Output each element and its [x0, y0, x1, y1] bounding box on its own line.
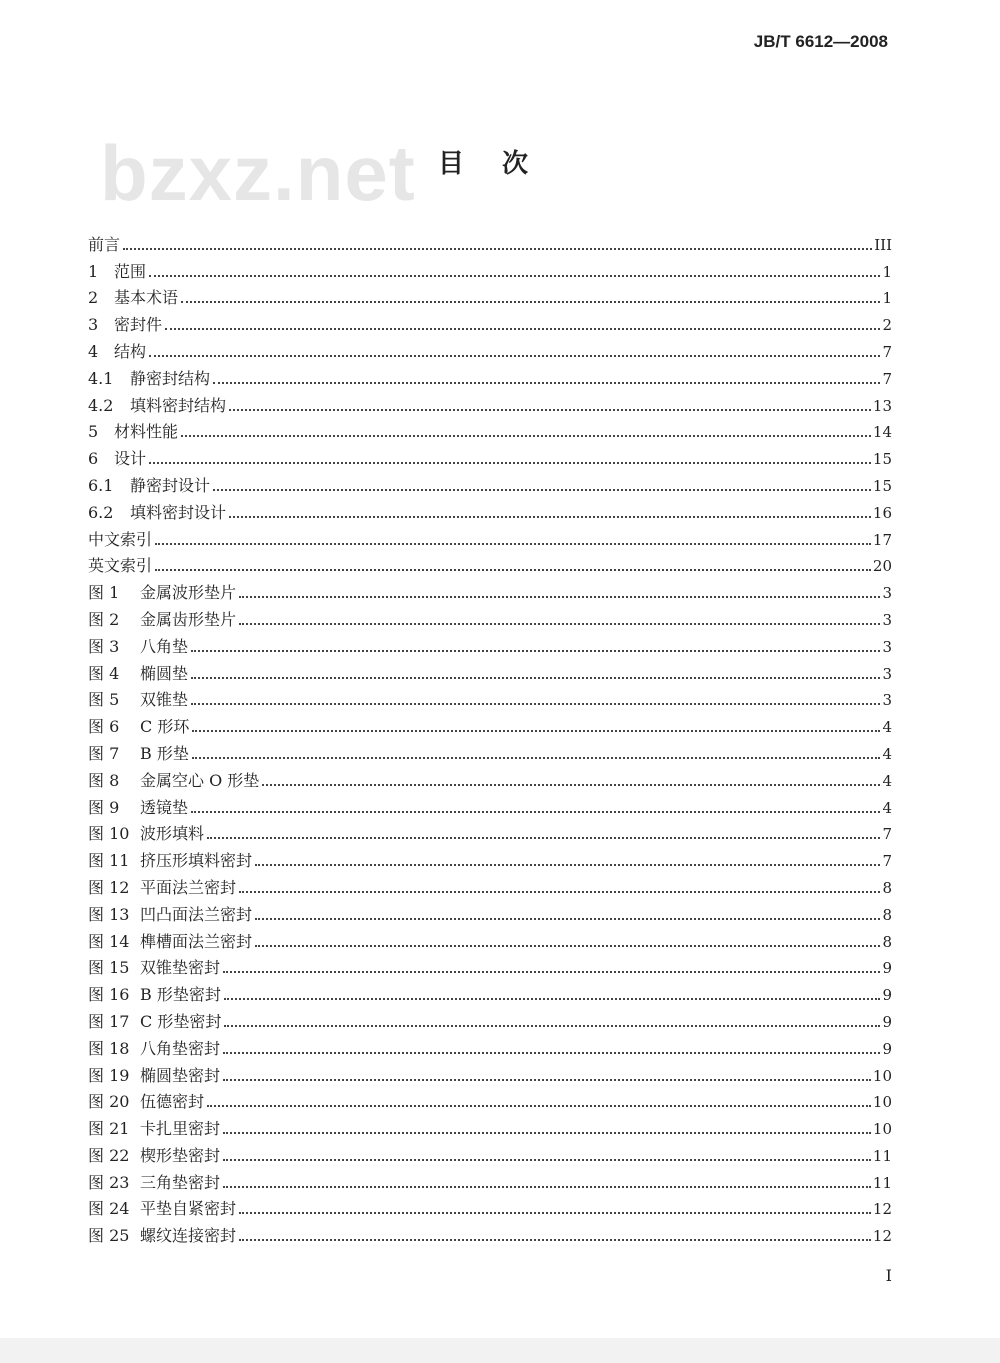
toc-entry[interactable] [88, 1139, 892, 1166]
dot-leader [255, 945, 880, 947]
dot-leader [123, 248, 872, 250]
toc-entry-page: 7 [882, 369, 892, 388]
toc-entry-page: III [874, 235, 892, 254]
toc-entry-page: 3 [882, 664, 892, 683]
toc-entry-page: 3 [882, 637, 892, 656]
toc-entry-number: 图 18 [88, 1038, 130, 1058]
toc-entry-page: 2 [882, 316, 892, 335]
dot-leader [165, 328, 880, 330]
dot-leader [229, 409, 871, 411]
dot-leader [149, 275, 880, 277]
toc-entry-number: 图 24 [88, 1199, 130, 1219]
toc-entry[interactable] [88, 1059, 892, 1086]
watermark: bzxz.net [100, 129, 416, 217]
dot-leader [223, 1079, 871, 1081]
toc-entry[interactable] [88, 389, 892, 416]
toc-entry[interactable] [88, 844, 892, 871]
toc-entry-page: 3 [882, 691, 892, 710]
toc-entry-page: 4 [882, 718, 892, 737]
dot-leader [223, 1159, 871, 1161]
page-title: 目次 [438, 149, 567, 179]
toc-entry[interactable] [88, 228, 892, 255]
toc-entry[interactable] [88, 1166, 892, 1193]
toc-entry[interactable] [88, 630, 892, 657]
toc-entry-number: 3 [88, 315, 99, 335]
dot-leader [229, 516, 871, 518]
toc-entry[interactable] [88, 308, 892, 335]
toc-entry-number: 4 [88, 341, 99, 361]
dot-leader [191, 677, 880, 679]
toc-entry[interactable] [88, 1219, 892, 1246]
dot-leader [223, 1132, 871, 1134]
toc-entry[interactable] [88, 657, 892, 684]
toc-entry-label: 前言 [88, 234, 121, 254]
toc-entry[interactable] [88, 764, 892, 791]
toc-entry-label: 填料密封设计 [130, 502, 227, 522]
toc-entry-number: 图 20 [88, 1092, 130, 1112]
toc-entry-page: 15 [872, 476, 892, 495]
toc-entry[interactable] [88, 1032, 892, 1059]
dot-leader [155, 569, 871, 571]
toc-entry-number: 图 14 [88, 931, 130, 951]
toc-entry-number: 图 19 [88, 1065, 130, 1085]
toc-entry[interactable] [88, 925, 892, 952]
toc-entry-page: 7 [882, 342, 892, 361]
dot-leader [239, 1239, 871, 1241]
toc-entry-number: 图 8 [88, 770, 120, 790]
toc-entry-label: 双锥垫 [140, 690, 189, 710]
dot-leader [207, 837, 880, 839]
toc-entry-number: 6.1 [88, 475, 114, 495]
table-of-contents [88, 228, 892, 1246]
dot-leader [191, 703, 880, 705]
toc-entry-number: 图 10 [88, 824, 130, 844]
toc-entry-page: 14 [872, 423, 892, 442]
toc-entry[interactable] [88, 576, 892, 603]
toc-entry-label: 挤压形填料密封 [140, 851, 253, 871]
dot-leader [192, 730, 880, 732]
toc-entry-label: B 形垫 [140, 743, 189, 763]
toc-entry-page: 3 [882, 584, 892, 603]
toc-entry-page: 10 [872, 1120, 892, 1139]
toc-entry-label: 静密封设计 [130, 475, 211, 495]
toc-entry-label: 椭圆垫 [140, 663, 189, 683]
toc-entry-page: 11 [872, 1173, 892, 1192]
dot-leader [155, 543, 871, 545]
toc-entry-number: 2 [88, 288, 99, 308]
toc-entry[interactable] [88, 362, 892, 389]
toc-entry-label: 椭圆垫密封 [140, 1065, 221, 1085]
toc-entry[interactable] [88, 496, 892, 523]
toc-entry-number: 5 [88, 422, 99, 442]
toc-entry[interactable] [88, 871, 892, 898]
dot-leader [255, 918, 880, 920]
dot-leader [207, 1105, 871, 1107]
toc-entry-label: 楔形垫密封 [140, 1145, 221, 1165]
toc-entry-page: 7 [882, 852, 892, 871]
toc-entry-page: 8 [882, 905, 892, 924]
toc-entry-label: 密封件 [114, 315, 163, 335]
toc-entry-page: 20 [872, 557, 892, 576]
toc-entry-label: C 形垫密封 [140, 1011, 222, 1031]
toc-entry-label: 伍德密封 [140, 1092, 205, 1112]
toc-entry-page: 12 [872, 1227, 892, 1246]
toc-entry-page: 12 [872, 1200, 892, 1219]
toc-entry-page: 7 [882, 825, 892, 844]
toc-entry-label: 设计 [114, 449, 147, 469]
dot-leader [223, 1052, 880, 1054]
toc-entry-page: 1 [882, 262, 892, 281]
toc-entry-label: 平面法兰密封 [140, 877, 237, 897]
toc-entry-label: C 形环 [140, 717, 190, 737]
dot-leader [239, 1212, 871, 1214]
toc-entry-label: 卡扎里密封 [140, 1119, 221, 1139]
toc-entry-number: 图 7 [88, 743, 120, 763]
toc-entry-label: 金属波形垫片 [140, 583, 237, 603]
toc-entry-number: 图 16 [88, 985, 130, 1005]
toc-entry-number: 图 17 [88, 1011, 130, 1031]
toc-entry-label: 英文索引 [88, 556, 153, 576]
toc-entry-label: 填料密封结构 [130, 395, 227, 415]
toc-entry-number: 图 6 [88, 717, 120, 737]
toc-entry-label: B 形垫密封 [140, 985, 221, 1005]
toc-entry-number: 图 2 [88, 609, 120, 629]
toc-entry-number: 1 [88, 261, 99, 281]
dot-leader [213, 382, 880, 384]
toc-entry-page: 13 [872, 396, 892, 415]
toc-entry-number: 图 5 [88, 690, 120, 710]
toc-entry-label: 三角垫密封 [140, 1172, 221, 1192]
toc-entry-number: 图 22 [88, 1145, 130, 1165]
toc-entry[interactable] [88, 255, 892, 282]
toc-entry[interactable] [88, 1112, 892, 1139]
toc-entry[interactable] [88, 952, 892, 979]
toc-entry[interactable] [88, 818, 892, 845]
toc-entry-page: 8 [882, 878, 892, 897]
dot-leader [239, 623, 880, 625]
toc-entry[interactable] [88, 791, 892, 818]
toc-entry-number: 图 4 [88, 663, 120, 683]
dot-leader [192, 757, 881, 759]
toc-entry-label: 波形填料 [140, 824, 205, 844]
toc-entry-number: 图 15 [88, 958, 130, 978]
dot-leader [239, 891, 880, 893]
toc-entry[interactable] [88, 1005, 892, 1032]
toc-entry-number: 图 23 [88, 1172, 130, 1192]
toc-entry-label: 材料性能 [114, 422, 179, 442]
dot-leader [181, 435, 871, 437]
toc-entry-page: 17 [872, 530, 892, 549]
toc-entry-number: 图 11 [88, 851, 130, 871]
toc-entry-page: 1 [882, 289, 892, 308]
toc-entry-number: 6.2 [88, 502, 114, 522]
dot-leader [262, 784, 880, 786]
toc-entry-page: 16 [872, 503, 892, 522]
toc-entry[interactable] [88, 603, 892, 630]
dot-leader [239, 596, 880, 598]
toc-entry-label: 榫槽面法兰密封 [140, 931, 253, 951]
toc-entry-page: 4 [882, 744, 892, 763]
toc-entry-label: 透镜垫 [140, 797, 189, 817]
toc-entry[interactable] [88, 684, 892, 711]
toc-entry[interactable] [88, 1193, 892, 1220]
toc-entry-number: 图 3 [88, 636, 120, 656]
toc-entry-number: 6 [88, 449, 99, 469]
toc-entry-label: 范围 [114, 261, 147, 281]
dot-leader [213, 489, 871, 491]
toc-entry-page: 15 [872, 450, 892, 469]
dot-leader [223, 971, 880, 973]
toc-entry-label: 螺纹连接密封 [140, 1226, 237, 1246]
toc-entry[interactable] [88, 523, 892, 550]
toc-entry-number: 图 12 [88, 877, 130, 897]
toc-entry-label: 双锥垫密封 [140, 958, 221, 978]
toc-entry[interactable] [88, 710, 892, 737]
toc-entry-page: 11 [872, 1146, 892, 1165]
toc-entry-label: 平垫自紧密封 [140, 1199, 237, 1219]
toc-entry-page: 8 [882, 932, 892, 951]
toc-entry-number: 图 21 [88, 1119, 130, 1139]
dot-leader [224, 1025, 880, 1027]
toc-entry-label: 凹凸面法兰密封 [140, 904, 253, 924]
toc-entry-label: 金属空心 O 形垫 [140, 770, 260, 790]
toc-entry-number: 图 13 [88, 904, 130, 924]
toc-entry[interactable] [88, 978, 892, 1005]
toc-entry-page: 4 [882, 798, 892, 817]
toc-entry[interactable] [88, 1086, 892, 1113]
toc-entry-label: 静密封结构 [130, 368, 211, 388]
dot-leader [191, 811, 880, 813]
toc-entry[interactable] [88, 335, 892, 362]
page-number: I [885, 1266, 892, 1285]
dot-leader [149, 462, 871, 464]
toc-entry[interactable] [88, 737, 892, 764]
toc-entry-label: 结构 [114, 341, 147, 361]
toc-entry[interactable] [88, 416, 892, 443]
toc-entry[interactable] [88, 898, 892, 925]
dot-leader [149, 355, 880, 357]
toc-entry-page: 10 [872, 1093, 892, 1112]
dot-leader [181, 301, 880, 303]
dot-leader [191, 650, 880, 652]
toc-entry-page: 10 [872, 1066, 892, 1085]
toc-entry-number: 图 9 [88, 797, 120, 817]
toc-entry-page: 4 [882, 771, 892, 790]
toc-entry-page: 9 [882, 1039, 892, 1058]
standard-number: JB/T 6612—2008 [753, 32, 888, 51]
toc-entry-label: 金属齿形垫片 [140, 609, 237, 629]
toc-entry[interactable] [88, 442, 892, 469]
toc-entry[interactable] [88, 469, 892, 496]
toc-entry-number: 4.1 [88, 368, 114, 388]
toc-entry-label: 基本术语 [114, 288, 179, 308]
toc-entry-label: 八角垫密封 [140, 1038, 221, 1058]
toc-entry-label: 八角垫 [140, 636, 189, 656]
toc-entry[interactable] [88, 550, 892, 577]
toc-entry-page: 3 [882, 610, 892, 629]
toc-entry-label: 中文索引 [88, 529, 153, 549]
toc-entry-number: 图 25 [88, 1226, 130, 1246]
dot-leader [224, 998, 881, 1000]
toc-entry[interactable] [88, 282, 892, 309]
dot-leader [223, 1186, 871, 1188]
dot-leader [255, 864, 880, 866]
toc-entry-page: 9 [882, 986, 892, 1005]
toc-entry-number: 图 1 [88, 583, 120, 603]
toc-entry-number: 4.2 [88, 395, 114, 415]
toc-entry-page: 9 [882, 1012, 892, 1031]
toc-entry-page: 9 [882, 959, 892, 978]
